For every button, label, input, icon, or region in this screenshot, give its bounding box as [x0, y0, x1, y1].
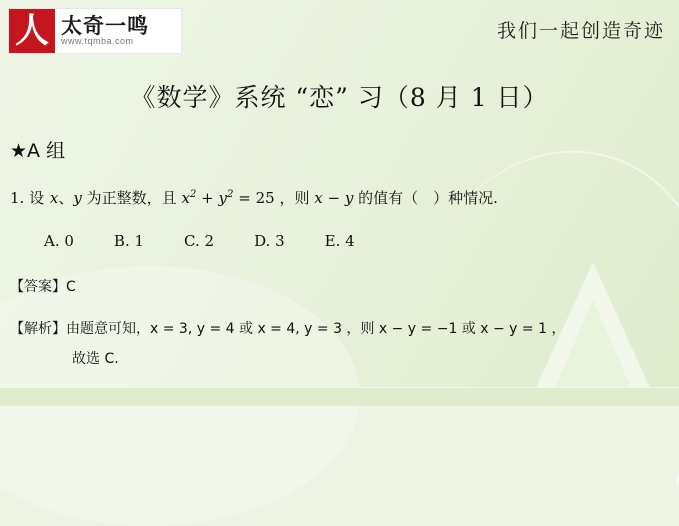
- solution-label: 【解析】: [10, 320, 66, 337]
- question-part-2: 为正整数，且: [86, 189, 177, 207]
- question-part-4: 的值有（ ）种情况.: [358, 189, 498, 207]
- logo-brand-name: 太奇一鸣: [61, 14, 149, 39]
- question-var-x: x: [49, 189, 59, 207]
- choice-a[interactable]: A. 0: [44, 231, 74, 250]
- page-title: 《数学》系统 “恋” 习（8 月 1 日）: [130, 83, 549, 112]
- question-number: 1.: [10, 189, 25, 207]
- question-line: [10, 187, 670, 210]
- group-heading: ★A 组: [10, 140, 66, 162]
- page-header: [0, 0, 679, 58]
- question-expression: x − y: [314, 189, 354, 207]
- choice-e[interactable]: E. 4: [324, 231, 355, 250]
- header-slogan: 我们一起创造奇迹: [496, 20, 665, 42]
- question-var-y: y: [73, 189, 82, 207]
- question-part-1: 设: [29, 189, 46, 207]
- solution-text: 由题意可知，x = 3, y = 4 或 x = 4, y = 3 ，则 x − y = −1 或 x − y = 1 ，: [66, 320, 566, 337]
- answer-choices: [44, 232, 670, 250]
- answer-label: 【答案】: [10, 278, 66, 295]
- logo-mark: [9, 9, 55, 53]
- question-part-3: ，则: [279, 189, 310, 207]
- logo-website: www.tqmba.com: [61, 36, 134, 47]
- document-body: [10, 136, 670, 368]
- question-comma: 、: [58, 189, 74, 207]
- logo-text: [55, 15, 181, 46]
- choice-b[interactable]: B. 1: [113, 231, 145, 250]
- answer-value: C: [66, 278, 76, 295]
- person-icon: 人: [15, 11, 49, 51]
- choice-c[interactable]: C. 2: [184, 231, 215, 250]
- question-equation: $x^2 + y^2 = 25$: [181, 189, 275, 207]
- solution-conclusion: 故选 C.: [72, 350, 119, 367]
- answer-line: [10, 276, 670, 296]
- choice-d[interactable]: D. 3: [254, 231, 285, 250]
- brand-logo: [8, 8, 182, 54]
- solution-line: [10, 318, 670, 340]
